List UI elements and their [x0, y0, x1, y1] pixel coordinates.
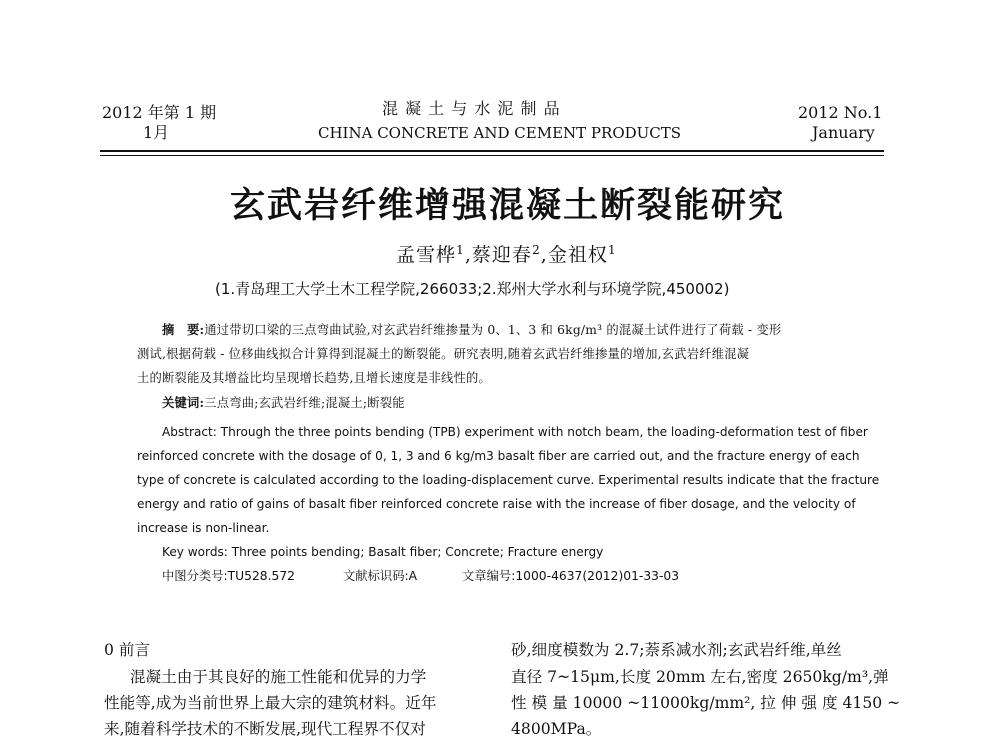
document-code: 文献标识码:A: [343, 569, 418, 583]
article-number: 文章编号:1000-4637(2012)01-33-03: [462, 569, 680, 583]
author-affiliation-mark: 2: [531, 243, 541, 258]
keywords-cn-label: 关键词:: [162, 395, 205, 410]
abstract-cn-label: 摘 要:: [162, 322, 205, 337]
author-separator: ,: [540, 244, 548, 266]
section-heading: 0 前言: [104, 641, 151, 659]
abstract-cn-line: [162, 319, 781, 341]
clc-number: 中图分类号:TU528.572: [162, 569, 295, 583]
abstract-en-line: increase is non-linear.: [137, 521, 270, 535]
abstract-en-line: reinforced concrete with the dosage of 0, 1, 3 and 6 kg/m3 basalt fiber are carried out, and the fracture energy of each: [137, 449, 860, 463]
body-right-line: 直径 7~15μm,长度 20mm 左右,密度 2650kg/m³,弹: [511, 668, 889, 686]
paper-title: 玄武岩纤维增强混凝土断裂能研究: [230, 186, 786, 226]
body-left-line: 性能等,成为当前世界上最大宗的建筑材料。近年: [104, 694, 437, 712]
header-rule-thin: [100, 155, 884, 156]
body-right-line: 砂,细度模数为 2.7;萘系减水剂;玄武岩纤维,单丝: [511, 641, 842, 659]
abstract-en-line: type of concrete is calculated according to the loading-displacement curve. Experimental results indicate that the fracture: [137, 473, 880, 487]
author-separator: ,: [464, 244, 472, 266]
author-affiliation-mark: 1: [607, 243, 617, 258]
header-month-cn: 1月: [143, 123, 170, 142]
keywords-en: Key words: Three points bending; Basalt fiber; Concrete; Fracture energy: [162, 545, 604, 559]
header-issue-cn: 2012 年第 1 期: [102, 103, 217, 122]
abstract-cn-line: 测试,根据荷载 - 位移曲线拟合计算得到混凝土的断裂能。研究表明,随着玄武岩纤维掺量的增加,玄武岩纤维混凝: [137, 347, 750, 361]
author-name: 蔡迎春: [471, 244, 532, 266]
journal-name-cn: 混 凝 土 与 水 泥 制 品: [382, 99, 561, 118]
keywords-cn-text: 三点弯曲;玄武岩纤维;混凝土;断裂能: [204, 396, 405, 410]
affiliation: (1.青岛理工大学土木工程学院,266033;2.郑州大学水利与环境学院,450002): [215, 280, 730, 298]
header-issue-en: 2012 No.1: [798, 103, 883, 122]
body-left-line: 混凝土由于其良好的施工性能和优异的力学: [130, 668, 427, 686]
abstract-en-line: energy and ratio of gains of basalt fiber reinforced concrete raise with the increase of fiber dosage, and the velocity of: [137, 497, 856, 511]
author-affiliation-mark: 1: [456, 243, 465, 258]
abstract-cn-text: 通过带切口梁的三点弯曲试验,对玄武岩纤维掺量为 0、1、3 和 6kg/m³ 的混凝土试件进行了荷载 - 变形: [204, 323, 782, 337]
body-left-line: 来,随着科学技术的不断发展,现代工程界不仅对: [104, 720, 426, 738]
header-month-en: January: [812, 123, 875, 142]
body-right-line: 4800MPa。: [511, 720, 602, 738]
abstract-cn-line: 土的断裂能及其增益比均呈现增长趋势,且增长速度是非线性的。: [137, 371, 492, 385]
header-rule-thick: [100, 150, 884, 152]
journal-name-en: CHINA CONCRETE AND CEMENT PRODUCTS: [318, 124, 682, 142]
keywords-cn: [162, 392, 405, 414]
author-list: [396, 240, 617, 267]
author-name: 金祖权: [547, 244, 608, 266]
author-name: 孟雪桦: [396, 244, 457, 266]
body-right-line: 性 模 量 10000 ~11000kg/mm², 拉 伸 强 度 4150 ~: [511, 694, 901, 712]
abstract-en-line: Abstract: Through the three points bending (TPB) experiment with notch beam, the loading-deformation test of fiber: [162, 425, 868, 439]
